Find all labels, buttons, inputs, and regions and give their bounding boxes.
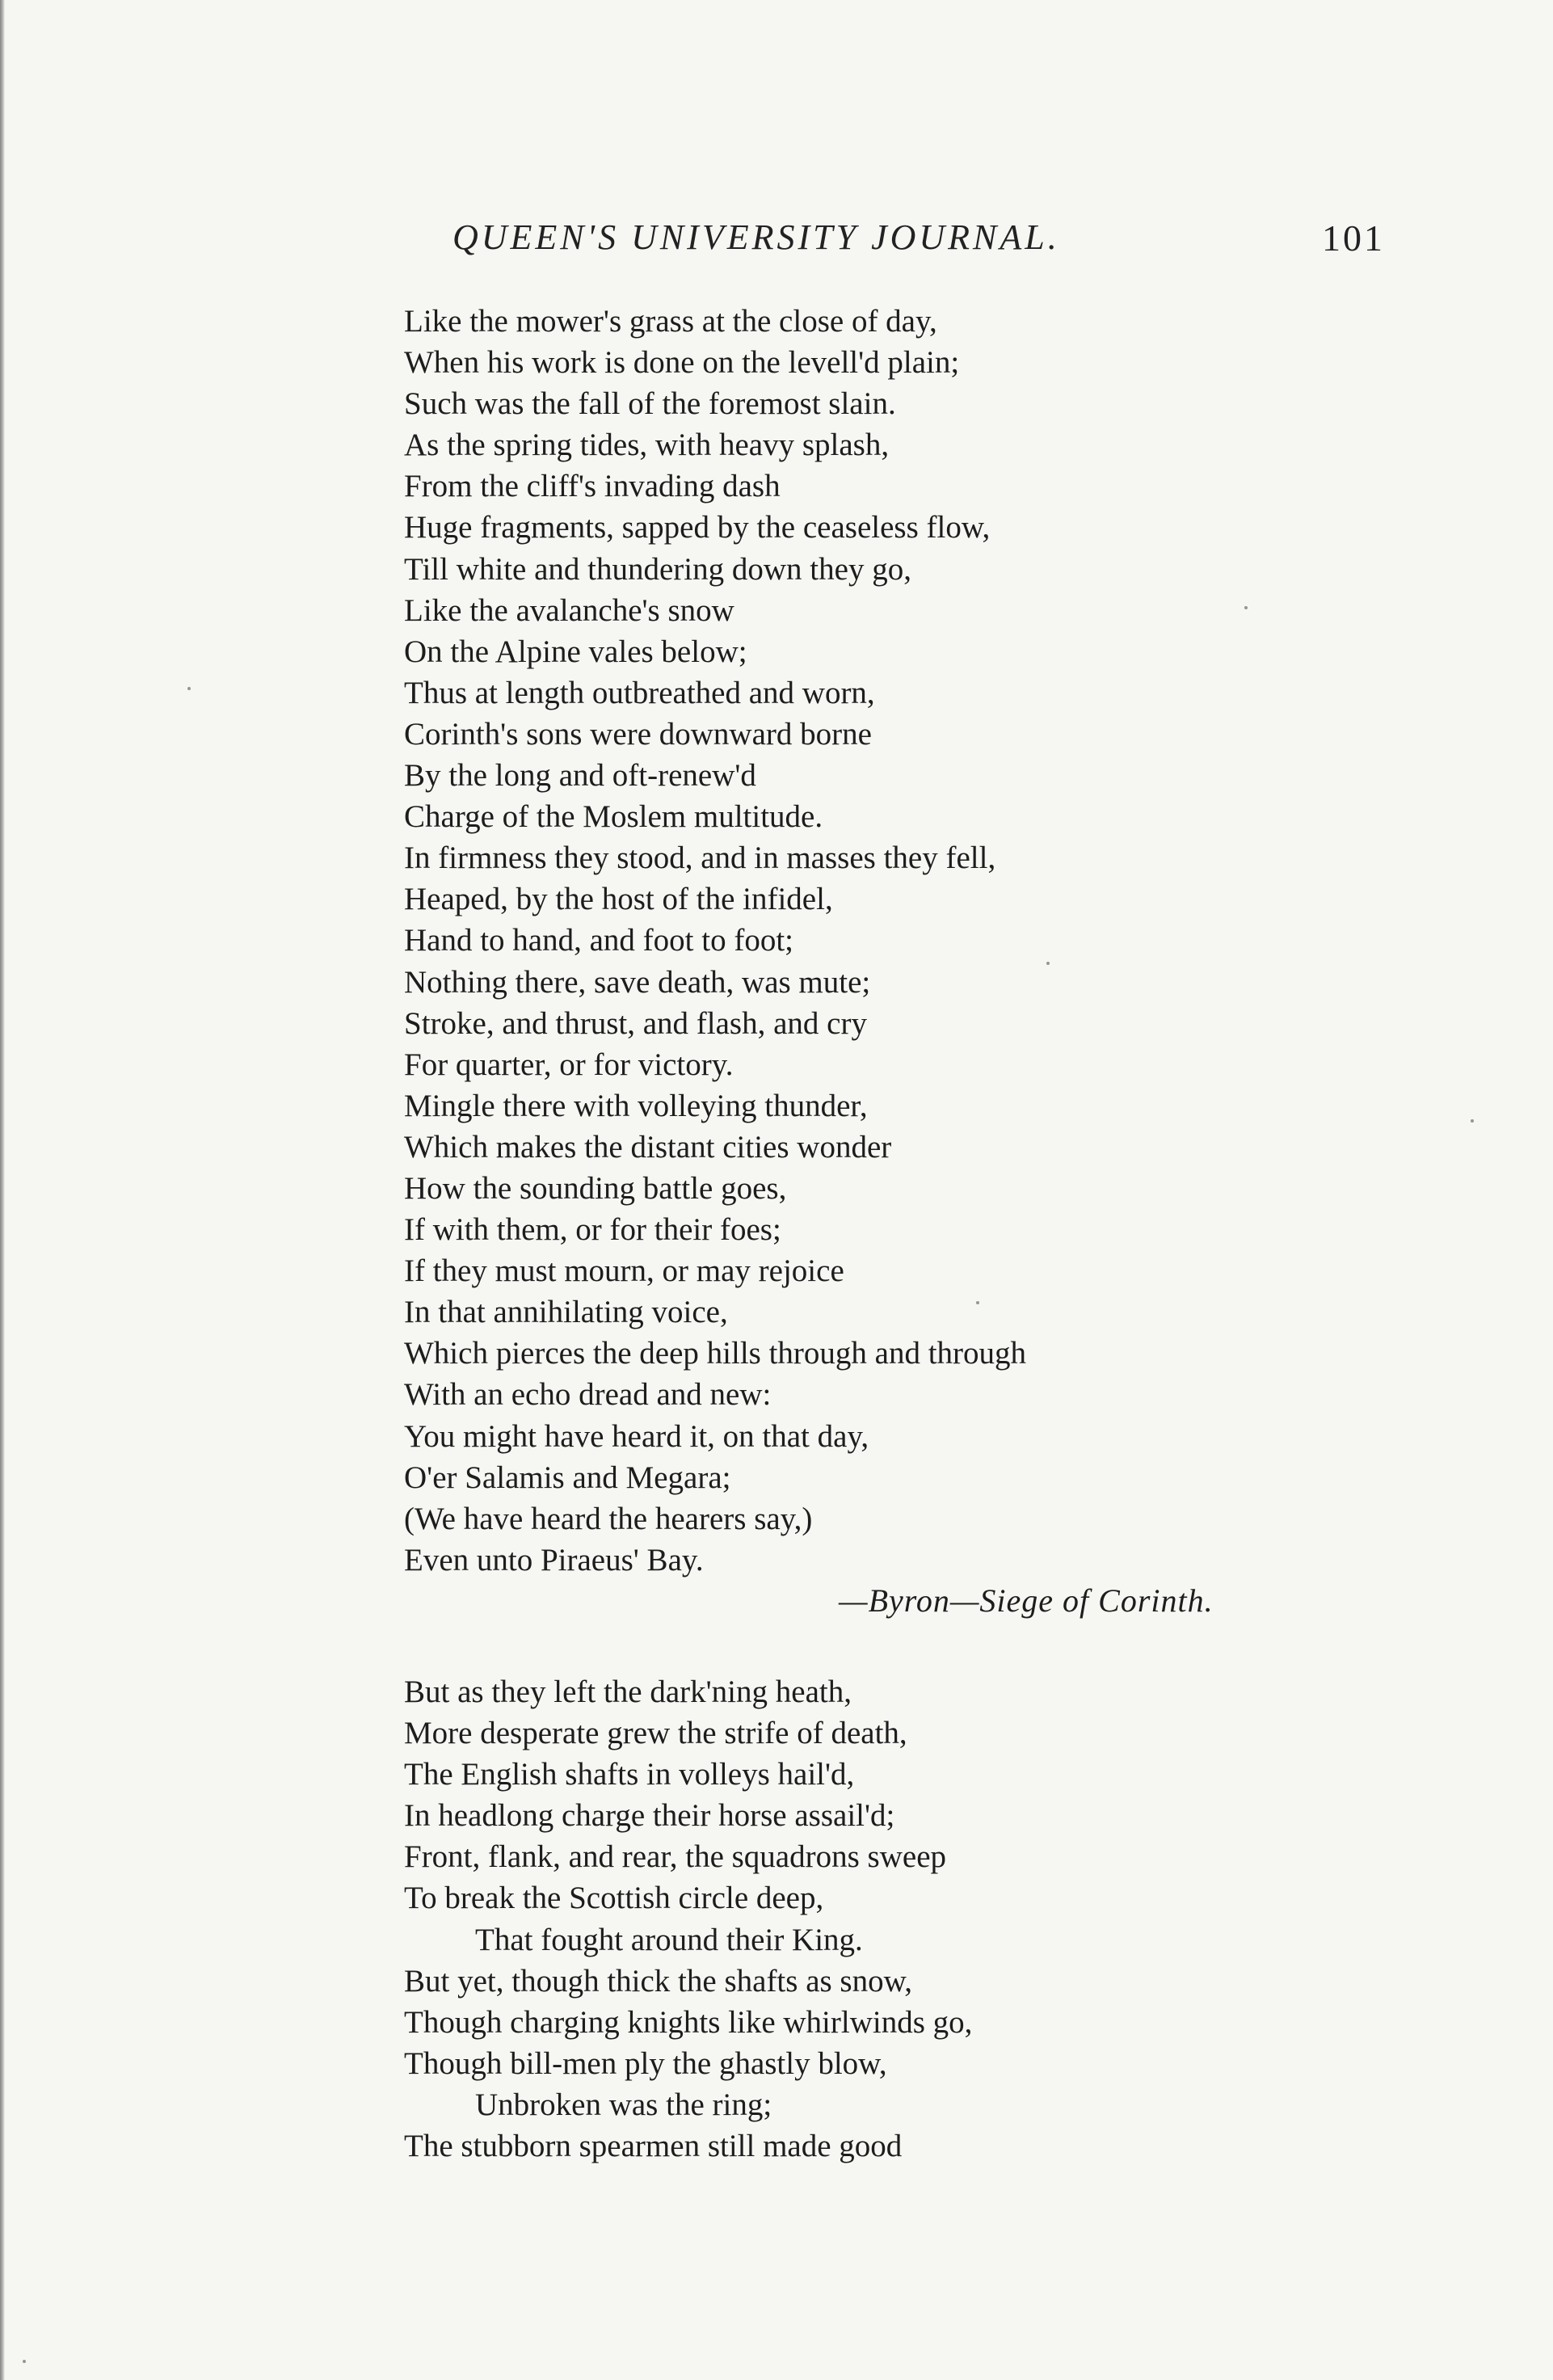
paper-speck [1046,962,1050,965]
verse-line: On the Alpine vales below; [404,634,747,669]
page-number: 101 [1322,217,1385,259]
paper-speck [1244,606,1248,609]
poem-attribution: —Byron—Siege of Corinth. [839,1582,1214,1619]
verse-line: Till white and thundering down they go, [404,551,911,587]
verse-line: In headlong charge their horse assail'd; [404,1798,895,1834]
verse-line: You might have heard it, on that day, [404,1418,869,1454]
verse-line: How the sounding battle goes, [404,1170,787,1206]
poem-excerpt-siege-of-corinth [404,301,1026,1581]
verse-line: Which pierces the deep hills through and through [404,1336,1027,1371]
verse-line: Hand to hand, and foot to foot; [404,923,793,958]
verse-line: But as they left the dark'ning heath, [404,1674,852,1709]
verse-line-indented: That fought around their King. [475,1922,863,1957]
paper-speck [23,2360,26,2363]
verse-line: Heaped, by the host of the infidel, [404,882,833,917]
verse-line: Corinth's sons were downward borne [404,716,872,752]
verse-line: Charge of the Moslem multitude. [404,799,823,835]
verse-line: O'er Salamis and Megara; [404,1460,731,1495]
verse-line: Such was the fall of the foremost slain. [404,386,896,422]
verse-line: From the cliff's invading dash [404,469,781,504]
verse-line: With an echo dread and new: [404,1377,772,1413]
verse-line: To break the Scottish circle deep, [404,1881,824,1916]
verse-line: Like the avalanche's snow [404,592,734,628]
verse-line: Mingle there with volleying thunder, [404,1088,868,1123]
verse-line: In that annihilating voice, [404,1295,728,1330]
paper-speck [187,687,191,690]
paper-speck [1471,1119,1474,1123]
verse-line-indented: Unbroken was the ring; [475,2087,772,2122]
verse-line: Like the mower's grass at the close of day, [404,304,937,339]
verse-line: Though charging knights like whirlwinds go, [404,2004,973,2040]
verse-line: As the spring tides, with heavy splash, [404,428,890,463]
verse-line: If with them, or for their foes; [404,1212,781,1248]
paper-speck [976,1301,979,1304]
verse-line: When his work is done on the levell'd plain; [404,345,960,381]
verse-line: The stubborn spearmen still made good [404,2129,903,2164]
verse-line: The English shafts in volleys hail'd, [404,1757,855,1792]
poem-excerpt-second [404,1671,972,2167]
verse-line: Stroke, and thrust, and flash, and cry [404,1005,867,1041]
verse-line: Huge fragments, sapped by the ceaseless flow, [404,510,991,546]
verse-line: If they must mourn, or may rejoice [404,1253,844,1289]
verse-line: Though bill-men ply the ghastly blow, [404,2045,887,2081]
verse-line: But yet, though thick the shafts as snow, [404,1963,912,1999]
verse-line: By the long and oft-renew'd [404,758,756,794]
verse-line: (We have heard the hearers say,) [404,1501,813,1536]
verse-line: Thus at length outbreathed and worn, [404,675,875,710]
binding-edge [0,0,5,2380]
verse-line: For quarter, or for victory. [404,1047,734,1082]
verse-line: Even unto Piraeus' Bay. [404,1542,704,1578]
verse-line: Which makes the distant cities wonder [404,1129,892,1165]
verse-line: More desperate grew the strife of death, [404,1716,907,1751]
verse-line: Nothing there, save death, was mute; [404,964,871,1000]
verse-line: Front, flank, and rear, the squadrons sweep [404,1839,946,1875]
verse-line: In firmness they stood, and in masses they fell, [404,840,996,876]
running-title: QUEEN'S UNIVERSITY JOURNAL. [452,217,1060,257]
